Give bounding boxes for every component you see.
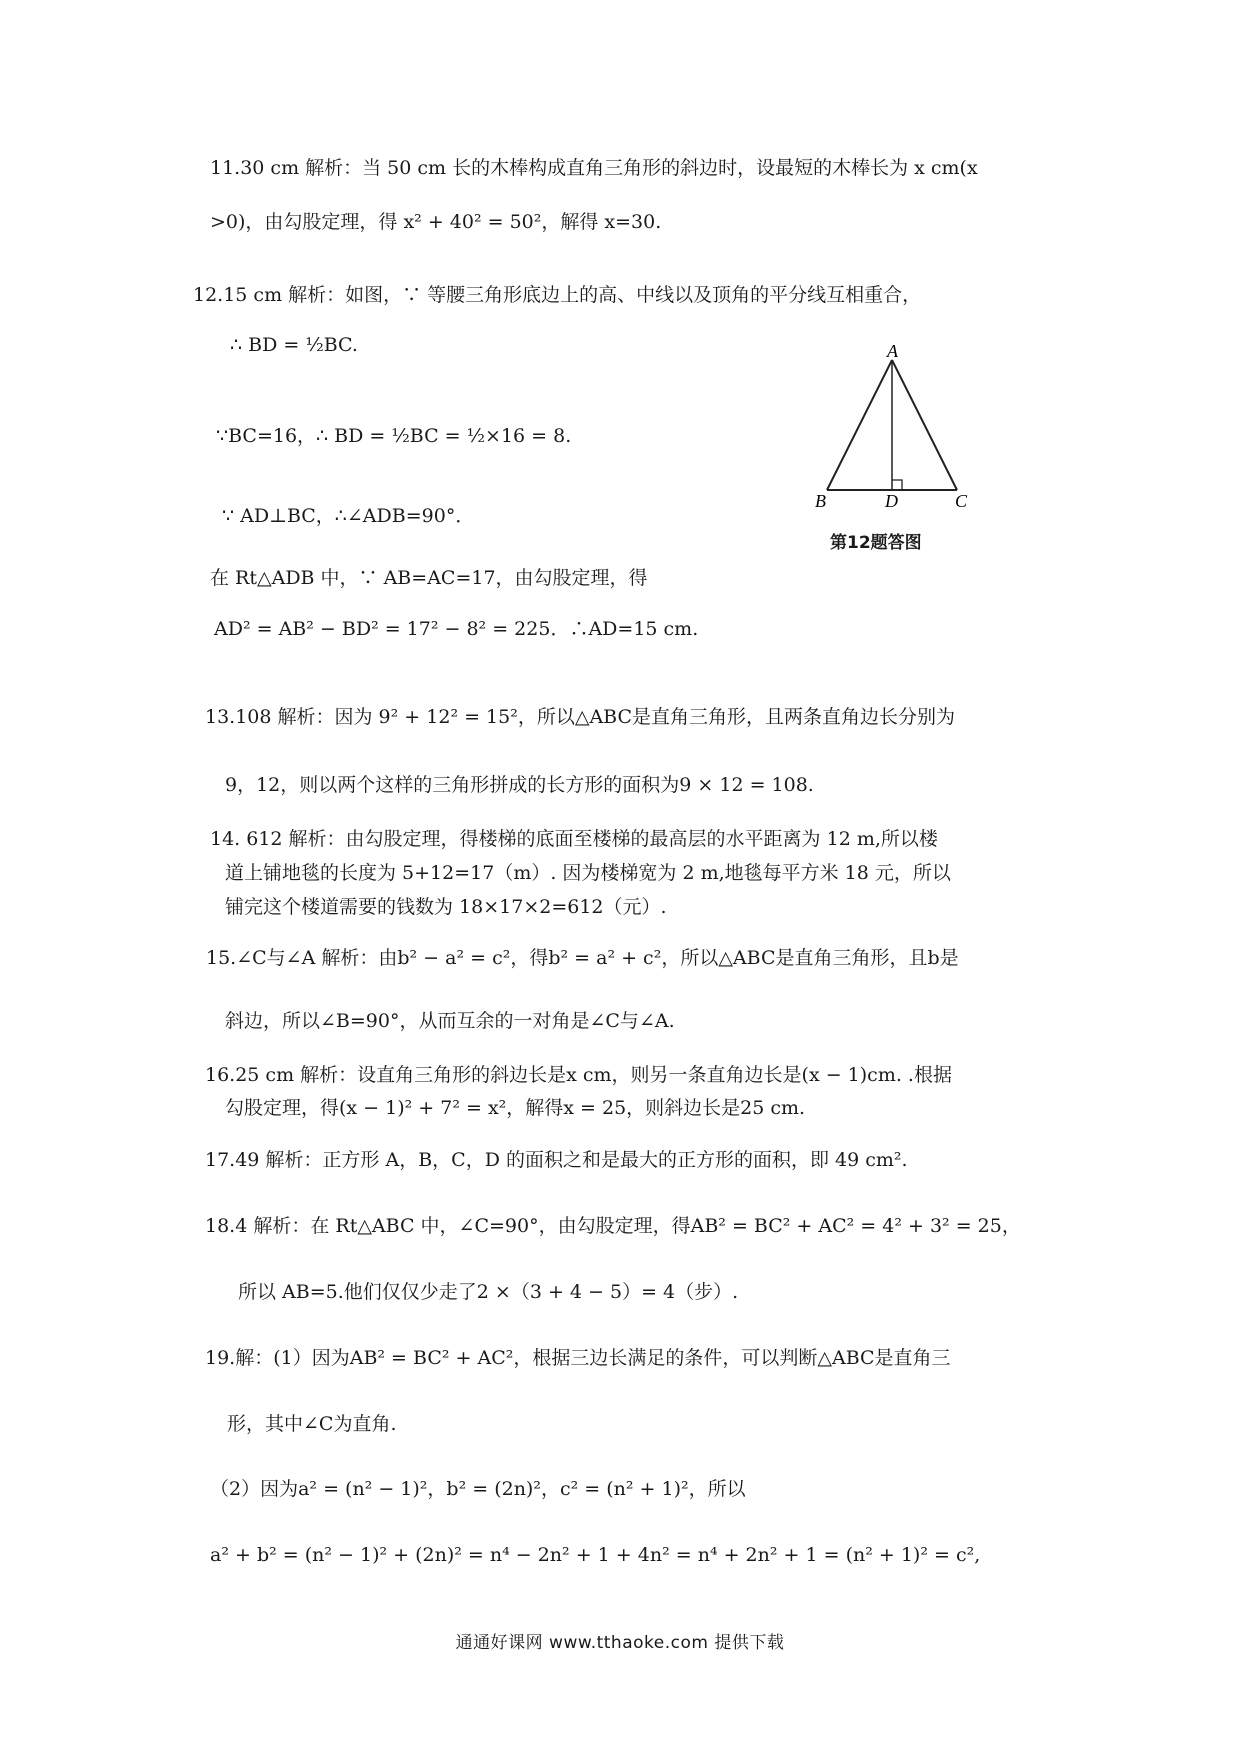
line-19b: 形，其中∠C为直角. [227,1413,397,1435]
line-12b: ∴ BD = ½BC. [230,334,358,356]
line-12a: 12.15 cm 解析：如图，∵ 等腰三角形底边上的高、中线以及顶角的平分线互相重合， [193,284,922,306]
line-19a: 19.解：(1）因为AB² = BC² + AC²，根据三边长满足的条件，可以判断△ABC是直角三 [205,1347,951,1369]
label-a: A [887,345,898,361]
line-13a: 13.108 解析：因为 9² + 12² = 15²，所以△ABC是直角三角形，且两条直角边长分别为 [205,706,956,728]
line-14a: 14. 612 解析：由勾股定理，得楼梯的底面至楼梯的最高层的水平距离为 12 m,所以楼 [210,828,938,850]
line-16b: 勾股定理，得(x − 1)² + 7² = x²，解得x = 25，则斜边长是25 cm. [225,1097,806,1119]
line-15a: 15.∠C与∠A 解析：由b² − a² = c²，得b² = a² + c²，所以△ABC是直角三角形，且b是 [206,947,959,969]
label-c: C [955,491,968,511]
line-12f: AD² = AB² − BD² = 17² − 8² = 225．∴AD=15 cm. [214,618,699,640]
isosceles-triangle-figure [815,345,985,515]
figure-caption: 第12题答图 [830,533,922,553]
line-12c: ∵BC=16，∴ BD = ½BC = ½×16 = 8. [216,425,572,447]
line-19d: a² + b² = (n² − 1)² + (2n)² = n⁴ − 2n² + 1 + 4n² = n⁴ + 2n² + 1 = (n² + 1)² = c², [210,1544,981,1566]
line-17: 17.49 解析：正方形 A，B，C，D 的面积之和是最大的正方形的面积，即 49 cm². [205,1149,908,1171]
line-11a: 11.30 cm 解析：当 50 cm 长的木棒构成直角三角形的斜边时，设最短的木棒长为 x cm(x [210,157,978,179]
line-18b: 所以 AB=5.他们仅仅少走了2 ×（3 + 4 − 5）= 4（步）. [238,1281,739,1303]
label-d: D [885,491,898,511]
line-12d: ∵ AD⊥BC，∴∠ADB=90°． [222,505,475,527]
right-angle-mark [892,480,902,490]
line-15b: 斜边，所以∠B=90°，从而互余的一对角是∠C与∠A. [225,1010,675,1032]
line-14b: 道上铺地毯的长度为 5+12=17（m）. 因为楼梯宽为 2 m,地毯每平方米 18 元，所以 [225,862,951,884]
line-13b: 9，12，则以两个这样的三角形拼成的长方形的面积为9 × 12 = 108. [225,774,814,796]
line-18a: 18.4 解析：在 Rt△ABC 中，∠C=90°，由勾股定理，得AB² = BC² + AC² = 4² + 3² = 25， [205,1215,1021,1237]
line-16a: 16.25 cm 解析：设直角三角形的斜边长是x cm，则另一条直角边长是(x − 1)cm. .根据 [205,1064,952,1086]
line-14c: 铺完这个楼道需要的钱数为 18×17×2=612（元）. [225,896,667,918]
footer-watermark: 通通好课网 www.tthaoke.com 提供下载 [455,1633,785,1653]
side-ac [892,360,957,490]
line-11b: >0)，由勾股定理，得 x² + 40² = 50²，解得 x=30. [210,211,662,233]
label-b: B [815,491,826,511]
line-12e: 在 Rt△ADB 中，∵ AB=AC=17，由勾股定理，得 [210,567,648,589]
line-19c: （2）因为a² = (n² − 1)²，b² = (2n)²，c² = (n² + 1)²，所以 [210,1478,746,1500]
side-ab [827,360,892,490]
